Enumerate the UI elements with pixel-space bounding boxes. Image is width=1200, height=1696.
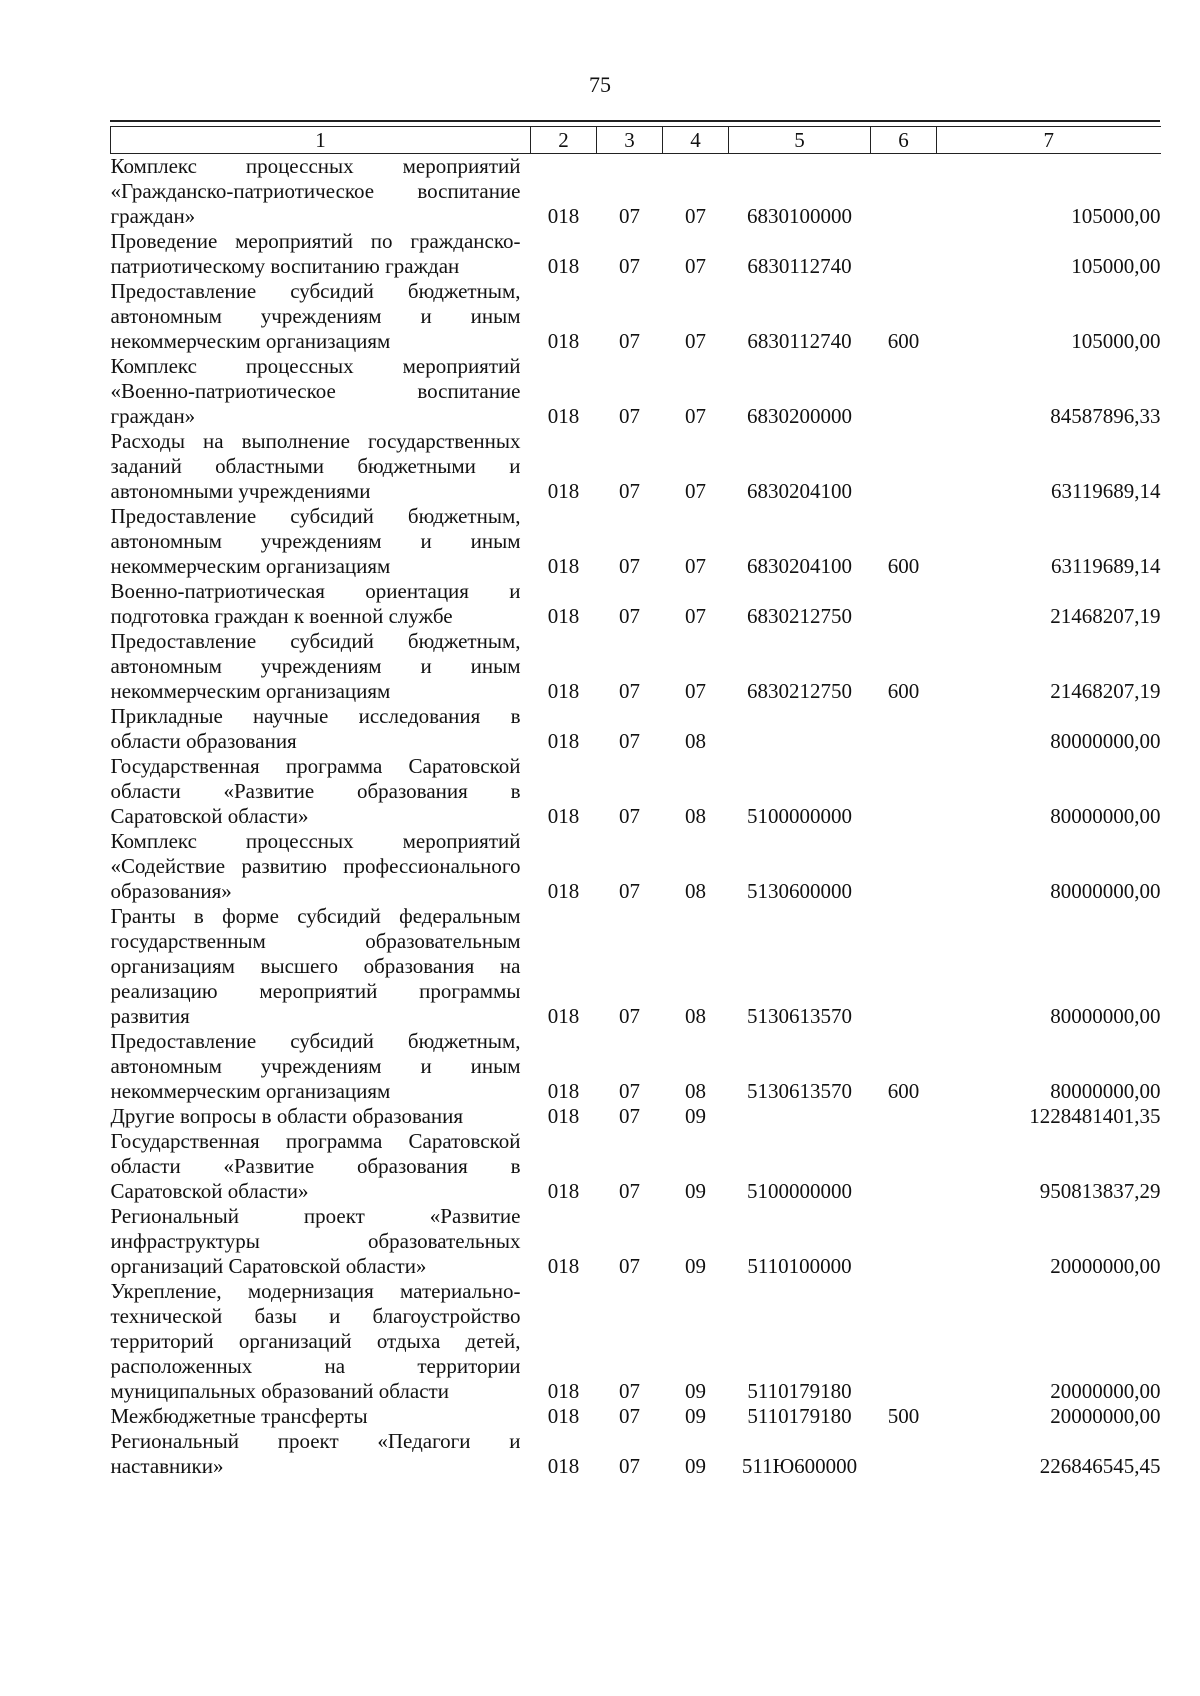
row-code-target: 6830200000 — [747, 404, 852, 428]
row-code-section: 07 — [619, 479, 640, 503]
row-name: Предоставление субсидий бюджетным, автономным учреждениям и иным некоммерческим организациям — [110, 279, 521, 353]
row-name: Прикладные научные исследования в области образования — [110, 704, 521, 753]
row-code-section: 07 — [619, 729, 640, 753]
row-amount: 20000000,00 — [1050, 1254, 1161, 1278]
row-code-expense-type — [871, 1429, 937, 1479]
row-amount: 80000000,00 — [1050, 879, 1161, 903]
row-amount: 20000000,00 — [1050, 1404, 1161, 1428]
row-name: Расходы на выполнение государственных заданий областными бюджетными и автономными учреждениями — [110, 429, 521, 503]
row-code-expense-type: 600 — [887, 329, 920, 353]
row-code-admin: 018 — [547, 729, 580, 753]
row-code-section: 07 — [619, 1104, 640, 1128]
row-code-subsection: 08 — [685, 729, 706, 753]
row-code-expense-type — [871, 429, 937, 504]
table-row — [111, 354, 1161, 429]
table-row — [111, 279, 1161, 354]
row-amount: 80000000,00 — [1050, 1079, 1161, 1103]
table-row — [111, 1204, 1161, 1279]
row-name: Межбюджетные трансферты — [110, 1404, 368, 1428]
row-name: Гранты в форме субсидий федеральным государственным образовательным организациям высшего образования на реализацию мероприятий программы развития — [110, 904, 521, 1028]
row-code-expense-type: 600 — [887, 679, 920, 703]
row-code-section: 07 — [619, 1254, 640, 1278]
table-row — [111, 754, 1161, 829]
row-code-admin: 018 — [547, 1179, 580, 1203]
row-code-subsection: 07 — [685, 404, 706, 428]
row-code-target: 5100000000 — [747, 1179, 852, 1203]
row-code-target: 5110179180 — [747, 1379, 852, 1403]
row-code-expense-type — [871, 1129, 937, 1204]
table-row — [111, 1029, 1161, 1104]
row-code-admin: 018 — [547, 204, 580, 228]
row-amount: 950813837,29 — [1039, 1179, 1161, 1203]
row-code-admin: 018 — [547, 329, 580, 353]
row-code-target: 5130613570 — [747, 1079, 852, 1103]
row-code-expense-type — [871, 229, 937, 279]
row-code-admin: 018 — [547, 1104, 580, 1128]
row-code-subsection: 09 — [685, 1379, 706, 1403]
row-code-section: 07 — [619, 1454, 640, 1478]
table-row — [111, 154, 1161, 230]
row-code-subsection: 08 — [685, 879, 706, 903]
row-code-expense-type — [871, 354, 937, 429]
row-code-target: 511Ю600000 — [741, 1454, 858, 1478]
row-code-subsection: 09 — [685, 1104, 706, 1128]
row-code-expense-type — [871, 154, 937, 230]
row-code-target: 5110100000 — [747, 1254, 852, 1278]
row-name: Комплекс процессных мероприятий «Военно-патриотическое воспитание граждан» — [110, 354, 521, 428]
row-code-section: 07 — [619, 254, 640, 278]
row-amount: 84587896,33 — [1050, 404, 1161, 428]
row-code-subsection: 07 — [685, 329, 706, 353]
row-code-expense-type — [871, 829, 937, 904]
top-rule — [110, 120, 1160, 122]
row-code-admin: 018 — [547, 254, 580, 278]
row-code-subsection: 07 — [685, 679, 706, 703]
row-amount: 1228481401,35 — [1029, 1104, 1161, 1128]
row-amount: 105000,00 — [1071, 204, 1161, 228]
row-code-expense-type — [871, 1279, 937, 1404]
row-amount: 105000,00 — [1071, 254, 1161, 278]
row-code-admin: 018 — [547, 1079, 580, 1103]
row-code-subsection: 09 — [685, 1179, 706, 1203]
row-code-section: 07 — [619, 604, 640, 628]
row-code-subsection: 07 — [685, 604, 706, 628]
row-amount: 63119689,14 — [1051, 554, 1161, 578]
header-row — [111, 127, 1161, 154]
row-code-section: 07 — [619, 554, 640, 578]
table-row — [111, 1429, 1161, 1479]
table-body — [111, 154, 1161, 1480]
row-code-admin: 018 — [547, 804, 580, 828]
col-header-2: 2 — [531, 127, 597, 154]
row-code-section: 07 — [619, 1404, 640, 1428]
col-header-5: 5 — [729, 127, 871, 154]
row-code-target: 6830212750 — [747, 604, 852, 628]
row-code-target — [729, 1104, 871, 1129]
table-row — [111, 904, 1161, 1029]
row-code-subsection: 08 — [685, 1004, 706, 1028]
row-code-admin: 018 — [547, 1404, 580, 1428]
row-code-section: 07 — [619, 404, 640, 428]
table-row — [111, 429, 1161, 504]
row-code-admin: 018 — [547, 604, 580, 628]
row-amount: 80000000,00 — [1050, 1004, 1161, 1028]
row-code-section: 07 — [619, 204, 640, 228]
table-row — [111, 1279, 1161, 1404]
row-code-expense-type — [871, 904, 937, 1029]
row-name: Предоставление субсидий бюджетным, автономным учреждениям и иным некоммерческим организациям — [110, 629, 521, 703]
row-amount: 80000000,00 — [1050, 804, 1161, 828]
row-code-subsection: 08 — [685, 1079, 706, 1103]
row-code-section: 07 — [619, 1004, 640, 1028]
row-code-expense-type: 600 — [887, 554, 920, 578]
row-code-admin: 018 — [547, 1254, 580, 1278]
row-code-subsection: 07 — [685, 204, 706, 228]
col-header-6: 6 — [871, 127, 937, 154]
row-code-target: 6830204100 — [747, 479, 852, 503]
row-code-admin: 018 — [547, 404, 580, 428]
row-code-expense-type — [871, 579, 937, 629]
row-code-admin: 018 — [547, 479, 580, 503]
row-name: Государственная программа Саратовской области «Развитие образования в Саратовской области» — [110, 754, 521, 828]
row-code-target: 5130600000 — [747, 879, 852, 903]
table-row — [111, 829, 1161, 904]
row-amount: 21468207,19 — [1050, 604, 1161, 628]
row-code-section: 07 — [619, 804, 640, 828]
row-amount: 105000,00 — [1071, 329, 1161, 353]
row-name: Государственная программа Саратовской области «Развитие образования в Саратовской области» — [110, 1129, 521, 1203]
row-code-admin: 018 — [547, 879, 580, 903]
row-code-section: 07 — [619, 679, 640, 703]
table-row — [111, 704, 1161, 754]
row-code-expense-type — [871, 1104, 937, 1129]
row-code-target: 6830112740 — [747, 329, 852, 353]
table-row — [111, 504, 1161, 579]
row-amount: 80000000,00 — [1050, 729, 1161, 753]
row-code-target — [729, 704, 871, 754]
table-row — [111, 229, 1161, 279]
row-name: Проведение мероприятий по гражданско-патриотическому воспитанию граждан — [110, 229, 521, 278]
row-code-subsection: 07 — [685, 254, 706, 278]
row-code-expense-type: 500 — [887, 1404, 920, 1428]
table-row — [111, 1104, 1161, 1129]
table-row — [111, 1404, 1161, 1429]
row-amount: 63119689,14 — [1051, 479, 1161, 503]
row-code-target: 6830112740 — [747, 254, 852, 278]
row-code-admin: 018 — [547, 1379, 580, 1403]
row-code-target: 5130613570 — [747, 1004, 852, 1028]
row-name: Предоставление субсидий бюджетным, автономным учреждениям и иным некоммерческим организациям — [110, 1029, 521, 1103]
col-header-1: 1 — [111, 127, 531, 154]
row-name: Комплекс процессных мероприятий «Содействие развитию профессионального образования» — [110, 829, 521, 903]
row-name: Укрепление, модернизация материально-технической базы и благоустройство территорий организаций отдыха детей, расположенных на территории муниципальных образований области — [110, 1279, 521, 1403]
page-number: 75 — [589, 72, 611, 97]
row-code-admin: 018 — [547, 1454, 580, 1478]
row-code-admin: 018 — [547, 1004, 580, 1028]
row-code-section: 07 — [619, 879, 640, 903]
col-header-7: 7 — [937, 127, 1161, 154]
row-code-target: 6830100000 — [747, 204, 852, 228]
row-code-subsection: 07 — [685, 554, 706, 578]
row-code-admin: 018 — [547, 554, 580, 578]
row-code-expense-type — [871, 704, 937, 754]
row-code-expense-type — [871, 754, 937, 829]
row-code-section: 07 — [619, 1079, 640, 1103]
row-code-subsection: 09 — [685, 1254, 706, 1278]
budget-table — [110, 126, 1161, 1479]
row-amount: 20000000,00 — [1050, 1379, 1161, 1403]
row-code-target: 5110179180 — [747, 1404, 852, 1428]
row-code-section: 07 — [619, 1379, 640, 1403]
row-amount: 21468207,19 — [1050, 679, 1161, 703]
row-code-expense-type — [871, 1204, 937, 1279]
row-code-subsection: 08 — [685, 804, 706, 828]
row-code-subsection: 09 — [685, 1404, 706, 1428]
row-code-target: 6830204100 — [747, 554, 852, 578]
row-code-target: 6830212750 — [747, 679, 852, 703]
col-header-4: 4 — [663, 127, 729, 154]
row-name: Предоставление субсидий бюджетным, автономным учреждениям и иным некоммерческим организациям — [110, 504, 521, 578]
row-code-subsection: 09 — [685, 1454, 706, 1478]
table-header — [111, 127, 1161, 154]
row-name: Региональный проект «Педагоги и наставники» — [110, 1429, 521, 1478]
row-code-admin: 018 — [547, 679, 580, 703]
row-code-expense-type: 600 — [887, 1079, 920, 1103]
row-amount: 226846545,45 — [1039, 1454, 1161, 1478]
row-code-target: 5100000000 — [747, 804, 852, 828]
table-row — [111, 629, 1161, 704]
row-name: Комплекс процессных мероприятий «Гражданско-патриотическое воспитание граждан» — [110, 154, 521, 228]
row-name: Региональный проект «Развитие инфраструктуры образовательных организаций Саратовской области» — [110, 1204, 521, 1278]
col-header-3: 3 — [597, 127, 663, 154]
row-name: Другие вопросы в области образования — [110, 1104, 464, 1128]
row-code-subsection: 07 — [685, 479, 706, 503]
row-name: Военно-патриотическая ориентация и подготовка граждан к военной службе — [110, 579, 521, 628]
row-code-section: 07 — [619, 1179, 640, 1203]
table-row — [111, 1129, 1161, 1204]
table-row — [111, 579, 1161, 629]
row-code-section: 07 — [619, 329, 640, 353]
